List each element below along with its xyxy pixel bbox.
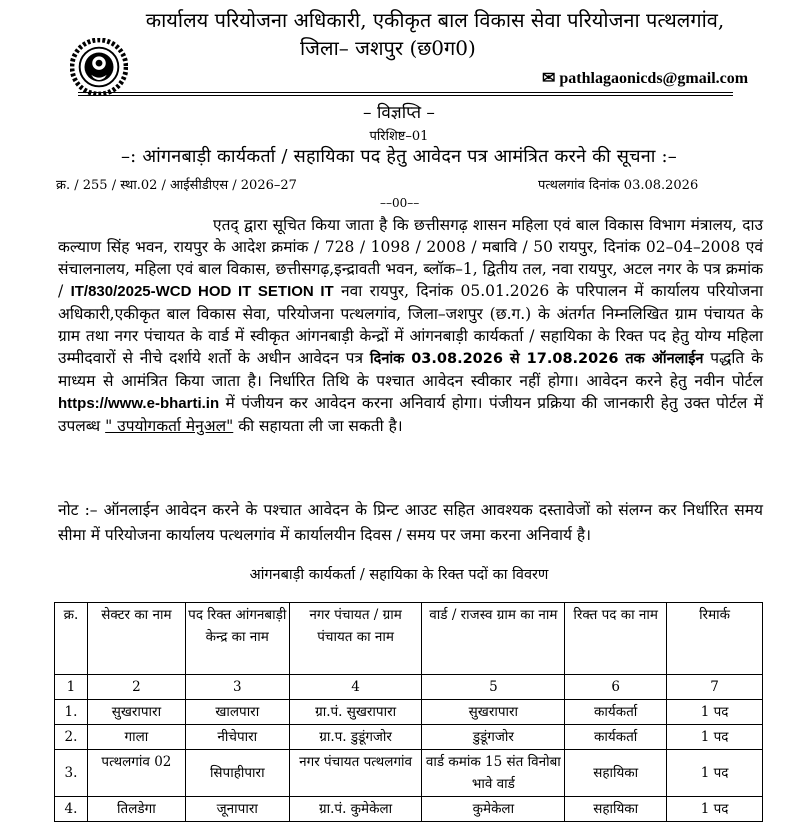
table-cell: 4. (55, 797, 88, 822)
notice-title: – विज्ञप्ति – (363, 103, 435, 123)
header-divider (78, 92, 733, 93)
table-row (55, 797, 763, 822)
table-cell: सहायिका (565, 797, 667, 822)
header-post: रिक्त पद का नाम (565, 603, 667, 675)
table-cell: कुमेकेला (422, 797, 565, 822)
application-period: दिनांक 03.08.2026 से 17.08.2026 तक ऑनलाईन (369, 351, 704, 367)
column-number: 5 (422, 675, 565, 700)
column-number: 7 (667, 675, 763, 700)
reference-date: पत्थलगांव दिनांक 03.08.2026 (538, 178, 699, 193)
separator-mark: ––00–– (380, 196, 420, 210)
table-cell: 1 पद (667, 725, 763, 750)
column-number: 1 (55, 675, 88, 700)
table-cell: सिपाहीपारा (185, 750, 289, 797)
header-serial: क्र. (55, 603, 88, 675)
table-cell: 1 पद (667, 750, 763, 797)
table-cell: नगर पंचायत पत्थलगांव (289, 750, 422, 797)
table-row (55, 725, 763, 750)
table-cell: तिलडेगा (87, 797, 185, 822)
body-text-3: पद्धति के माध्यम से आमंत्रित किया जाता है। निर्धारित तिथि के पश्चात आवेदन स्वीकार नहीं होगा। आवेदन करने हेतु नवीन पोर्टल (58, 349, 764, 390)
table-cell: डुडूंगजोर (422, 725, 565, 750)
table-cell: सुखरापारा (87, 700, 185, 725)
annex-label: परिशिष्ट–01 (369, 129, 429, 144)
column-number: 4 (289, 675, 422, 700)
table-cell: 1 पद (667, 700, 763, 725)
reference-number: क्र. / 255 / स्था.02 / आईसीडीएस / 2026–27 (56, 178, 297, 193)
column-number: 2 (87, 675, 185, 700)
table-cell: जूनापारा (185, 797, 289, 822)
header-ward: वार्ड / राजस्व ग्राम का नाम (422, 603, 565, 675)
table-cell: नीचेपारा (185, 725, 289, 750)
column-number: 6 (565, 675, 667, 700)
table-cell: 1. (55, 700, 88, 725)
table-cell: 2. (55, 725, 88, 750)
table-cell: पत्थलगांव 02 (87, 750, 185, 797)
note-text: नोट :– ऑनलाईन आवेदन करने के पश्चात आवेदन के प्रिन्ट आउट सहित आवश्यक दस्तावेजों को संलग्न कर निर्धारित समय सीमा में परियोजना कार्यालय पत्थलगांव में कार्यालयीन दिवस / समय पर जमा करना अनिवार्य है। (58, 501, 763, 544)
notice-heading: –: आंगनबाड़ी कार्यकर्ता / सहायिका पद हेतु आवेदन पत्र आमंत्रित करने की सूचना :– (120, 146, 677, 167)
body-text-4: में पंजीयन कर आवेदन करना अनिवार्य होगा। पंजीयन प्रक्रिया की जानकारी हेतु उक्त पोर्टल में उपलब्ध (58, 394, 763, 435)
table-header-row (55, 603, 763, 675)
vacancy-table (54, 602, 763, 822)
table-cell: कार्यकर्ता (565, 725, 667, 750)
table-cell: ग्रा.पं. कुमेकेला (289, 797, 422, 822)
email-address: ✉ pathlagaonicds@gmail.com (542, 70, 749, 87)
header-divider-secondary (78, 95, 733, 96)
table-cell: वार्ड कमांक 15 संत विनोबा भावे वार्ड (422, 750, 565, 797)
table-cell: सहायिका (565, 750, 667, 797)
office-title-line2: जिला– जशपुर (छ0ग0) (300, 36, 476, 60)
icds-logo-icon (70, 38, 128, 96)
header-panchayat: नगर पंचायत / ग्राम पंचायत का नाम (289, 603, 422, 675)
body-text-5: की सहायता ली जा सकती है। (233, 417, 403, 435)
table-cell: कार्यकर्ता (565, 700, 667, 725)
table-row (55, 700, 763, 725)
letter-code: IT/830/2025-WCD HOD IT SETION IT (70, 283, 334, 300)
table-row (55, 750, 763, 797)
header-remark: रिमार्क (667, 603, 763, 675)
table-cell: 1 पद (667, 797, 763, 822)
portal-link[interactable]: https://www.e-bharti.in (58, 395, 220, 412)
header-sector: सेक्टर का नाम (87, 603, 185, 675)
body-text-1: एतद् द्वारा सूचित किया जाता है कि छत्तीसगढ़ शासन महिला एवं बाल विकास विभाग मंत्रालय, दाउ कल्याण सिंह भवन, रायपुर के आदेश क्रमांक / 728 / 1098 / 2008 / मबावि / 50 रायपुर, दिनांक 02–04–2008 एवं संचालनालय, महिला एवं बाल विकास, छत्तीसगढ़,इन्द्रावती भवन, ब्लॉक–1, द्वितीय तल, नवा रायपुर, अटल नगर के पत्र क्रमांक / (58, 216, 763, 300)
table-cell: ग्रा.प. डुडूंगजोर (289, 725, 422, 750)
header-centre: पद रिक्त आंगनबाड़ी केन्द्र का नाम (185, 603, 289, 675)
office-title-line1: कार्यालय परियोजना अधिकारी, एकीकृत बाल विकास सेवा परियोजना पत्थलगांव, (145, 8, 725, 32)
table-cell: खालपारा (185, 700, 289, 725)
table-cell: 3. (55, 750, 88, 797)
table-cell: ग्रा.पं. सुखरापारा (289, 700, 422, 725)
column-number-row (55, 675, 763, 700)
table-cell: सुखरापारा (422, 700, 565, 725)
table-title: आंगनबाड़ी कार्यकर्ता / सहायिका के रिक्त पदों का विवरण (249, 567, 549, 583)
column-number: 3 (185, 675, 289, 700)
notice-body (58, 214, 763, 437)
body-text-2: नवा रायपुर, दिनांक 05.01.2026 के परिपालन में कार्यालय परियोजना अधिकारी,एकीकृत बाल विकास सेवा, परियोजना पत्थलगांव, जिला–जशपुर (छ.ग.) के अंतर्गत निम्नलिखित ग्राम पंचायत के ग्राम तथा नगर पंचायत के वार्ड में स्वीकृत आंगनबाड़ी केन्द्रों में आंगनबाड़ी कार्यकर्ता / सहायिका के रिक्त पद हेतु योग्य महिला उम्मीदवारों से नीचे दर्शाये शर्तो के अधीन आवेदन पत्र (58, 282, 763, 367)
table-cell: गाला (87, 725, 185, 750)
user-manual-reference: " उपयोगकर्ता मेनुअल" (105, 417, 234, 435)
